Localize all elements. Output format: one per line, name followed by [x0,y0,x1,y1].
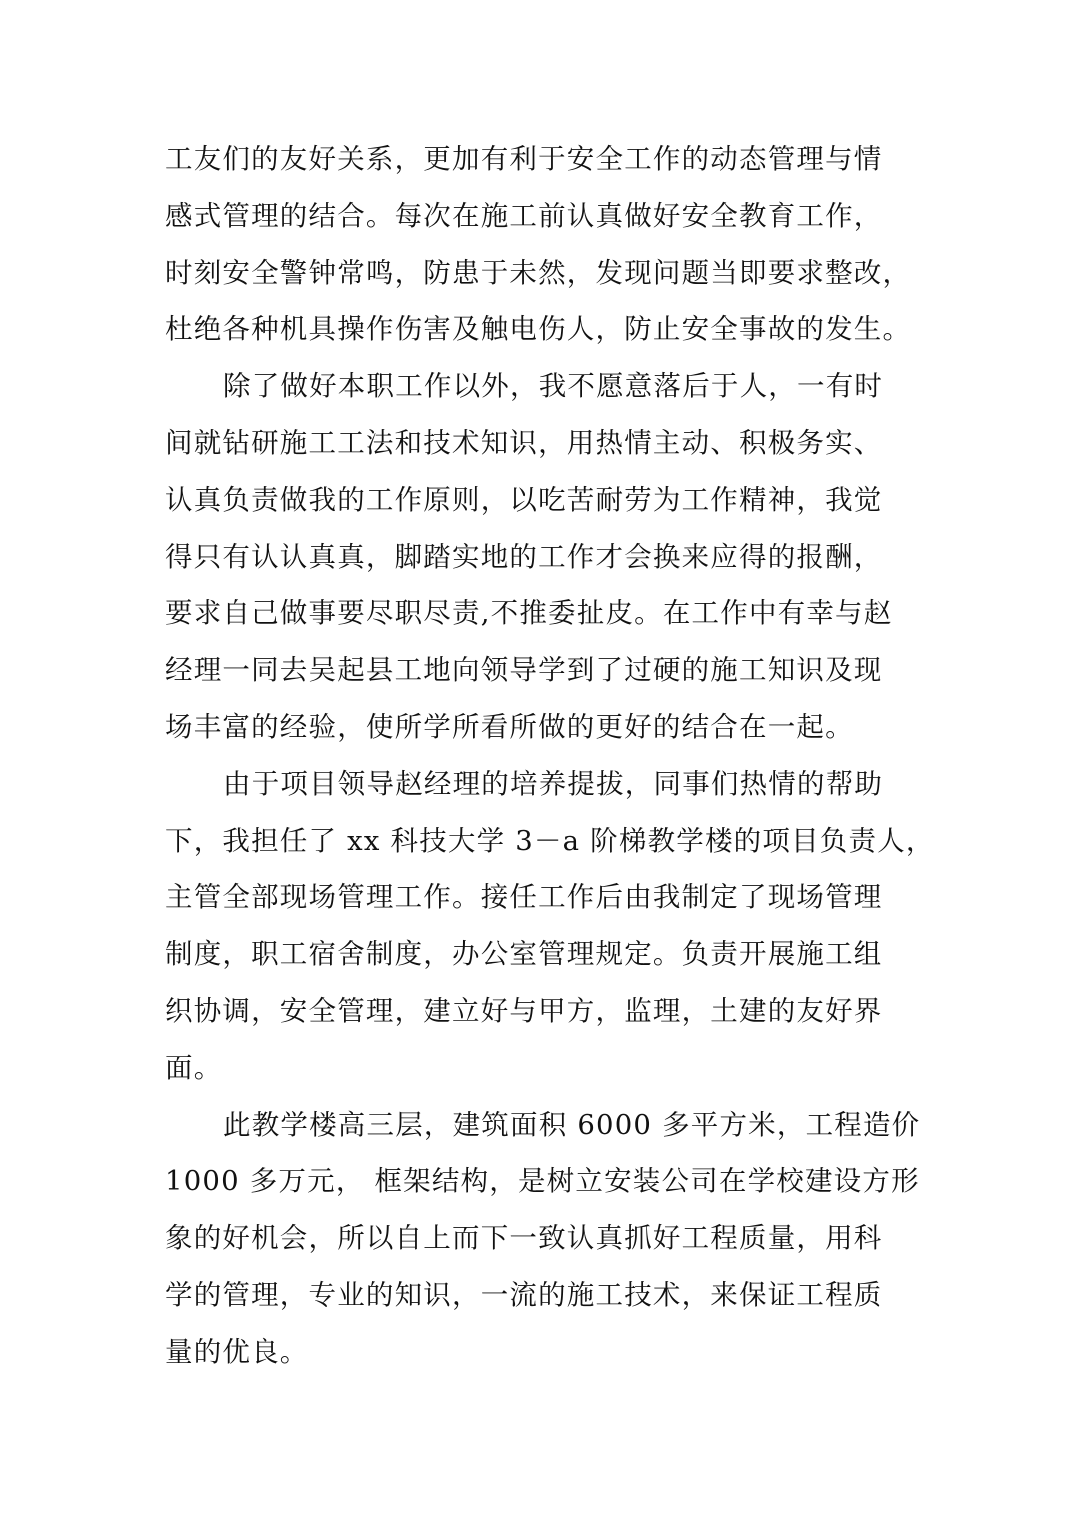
text-line: 1000 多万元， 框架结构，是树立安装公司在学校建设方形 [165,1165,920,1198]
text-line: 间就钻研施工工法和技术知识，用热情主动、积极务实、 [165,426,883,459]
text-line: 工友们的友好关系，更加有利于安全工作的动态管理与情 [165,143,883,175]
text-line: 感式管理的结合。每次在施工前认真做好安全教育工作， [165,199,883,232]
text-line: 下，我担任了 xx 科技大学 3－a 阶梯教学楼的项目负责人， [165,824,935,857]
text-line: 制度，职工宿舍制度，办公室管理规定。负责开展施工组 [165,938,883,971]
paragraph-first-line: 此教学楼高三层，建筑面积 6000 多平方米，工程造价 [223,1108,921,1141]
text-line: 量的优良。 [165,1335,309,1368]
text-line: 场丰富的经验，使所学所看所做的更好的结合在一起。 [165,710,854,743]
text-line: 学的管理，专业的知识，一流的施工技术，来保证工程质 [165,1278,883,1311]
text-line: 织协调，安全管理，建立好与甲方，监理，土建的友好界 [165,994,883,1027]
paragraph-first-line: 由于项目领导赵经理的培养提拔，同事们热情的帮助 [223,767,884,800]
text-line: 面。 [165,1051,223,1084]
text-line: 得只有认认真真，脚踏实地的工作才会换来应得的报酬， [165,540,883,573]
text-line: 象的好机会，所以自上而下一致认真抓好工程质量，用科 [165,1222,883,1255]
text-line: 认真负责做我的工作原则，以吃苦耐劳为工作精神，我觉 [165,483,883,516]
text-line: 时刻安全警钟常鸣，防患于未然，发现问题当即要求整改， [165,256,912,289]
text-line: 要求自己做事要尽职尽责,不推委扯皮。在工作中有幸与赵 [165,597,893,630]
text-line: 经理一同去吴起县工地向领导学到了过硬的施工知识及现 [165,654,883,687]
text-line: 杜绝各种机具操作伤害及触电伤人，防止安全事故的发生。 [165,313,912,346]
paragraph-first-line: 除了做好本职工作以外，我不愿意落后于人，一有时 [223,370,884,403]
text-line: 主管全部现场管理工作。接任工作后由我制定了现场管理 [165,881,883,914]
body-text [165,131,935,1381]
